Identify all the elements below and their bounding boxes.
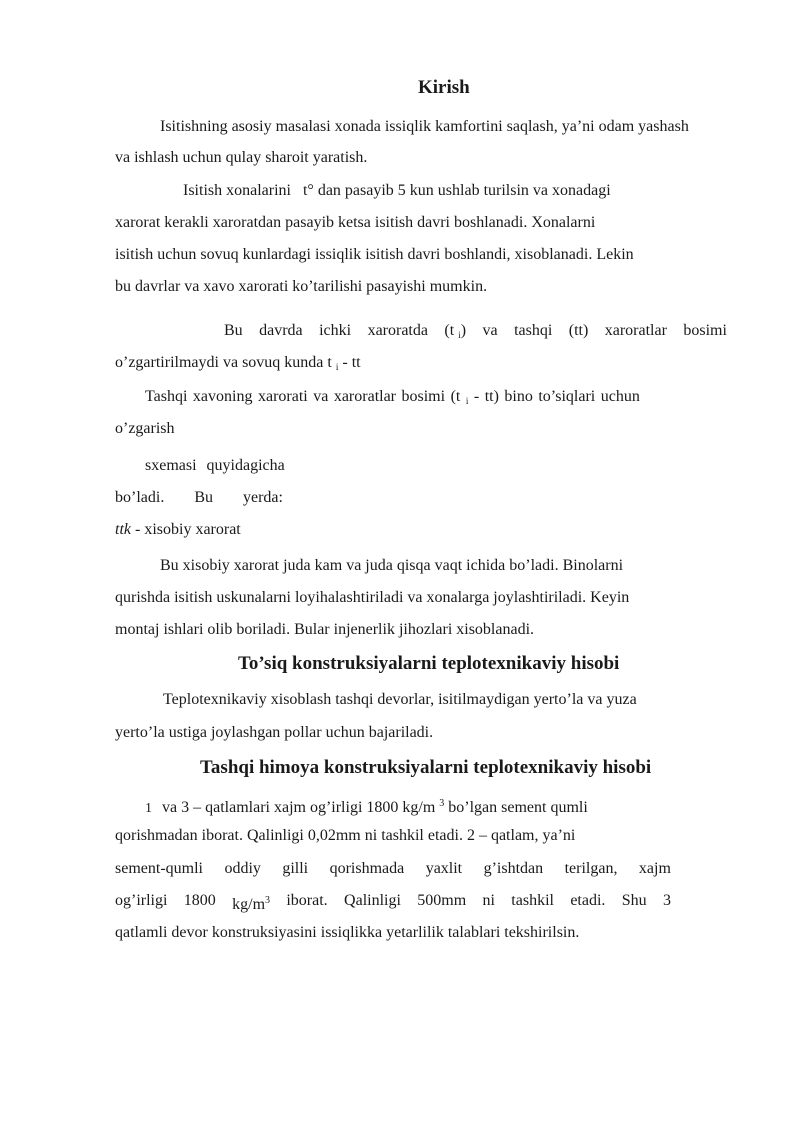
word: xaroratda [367,322,428,339]
word: Bu [224,322,243,339]
word: $kg/m^3$ [232,895,271,913]
word: etadi. [570,892,606,909]
section-heading-1: To’siq konstruksiyalarni teplotexnikaviy hisobi [238,653,620,674]
paragraph-7-line-2: yerto’la ustiga joylashgan pollar uchun bajariladi. [115,724,434,741]
paragraph-1-line-2: va ishlash uchun qulay sharoit yaratish. [115,149,368,166]
word: Qalinligi [344,892,401,909]
word: davrda [259,322,303,339]
word: xajm [638,860,671,877]
word: tashkil [511,892,554,909]
word: oddiy [224,860,261,877]
word: g’ishtdan [483,860,544,877]
paragraph-6-line-1: Bu xisobiy xarorat juda kam va juda qisqa vaqt ichida bo’ladi. Binolarni [160,557,624,574]
word: 500mm [417,892,467,909]
paragraph-6-line-2: qurishda isitish uskunalarni loyihalashtiriladi va xonalarga joylashtiriladi. Keyin [115,589,630,606]
paragraph-4-line-1: Tashqi xavoning xarorati va xaroratlar bosimi (t $_i$ - tt) bino to’siqlari uchun [145,388,640,406]
word: xaroratlar [604,322,667,339]
paragraph-7-line-1: Teplotexnikaviy xisoblash tashqi devorlar, isitilmaydigan yerto’la va yuza [163,691,637,708]
paragraph-4-line-2: o’zgarish [115,420,175,437]
word: va [482,322,498,339]
word: 3 [663,892,671,909]
paragraph-3-line-1 [224,321,727,345]
paragraph-8-line-1: 1 va 3 – qatlamlari xajm og’irligi 1800 kg/m $^3$ bo’lgan sement qumli [145,798,588,816]
heading-kirish: Kirish [418,77,470,98]
paragraph-8-line-3 [115,859,671,879]
word: sement-qumli [115,860,203,877]
word: qorishmada [329,860,405,877]
word: og’irligi [115,892,168,909]
section-heading-2: Tashqi himoya konstruksiyalarni teplotexnikaviy hisobi [200,757,652,778]
paragraph-1-line-1: Isitishning asosiy masalasi xonada issiqlik kamfortini saqlash, ya’ni odam yashash [160,118,689,135]
paragraph-5-line-1: sxemasi quyidagicha [145,457,285,474]
word: 1800 [183,892,216,909]
paragraph-8-line-5: qatlamli devor konstruksiyasini issiqlikka yetarlilik talablari tekshirilsin. [115,924,580,941]
paragraph-2-line-3: isitish uchun sovuq kunlardagi issiqlik isitish davri boshlandi, xisoblanadi. Lekin [115,246,634,263]
paragraph-2-line-1: Isitish xonalarini t° dan pasayib 5 kun ushlab turilsin va xonadagi [183,182,611,199]
word: yaxlit [425,860,463,877]
word: bosimi [683,322,727,339]
word: ni [482,892,495,909]
word: (t $_i$) [444,322,467,340]
paragraph-5-line-2: bo’ladi. Bu yerda: [115,489,283,506]
paragraph-6-line-3: montaj ishlari olib boriladi. Bular injenerlik jihozlari xisoblanadi. [115,621,535,638]
paragraph-2-line-2: xarorat kerakli xaroratdan pasayib ketsa isitish davri boshlanadi. Xonalarni [115,214,596,231]
paragraph-8-line-2: qorishmadan iborat. Qalinligi 0,02mm ni tashkil etadi. 2 – qatlam, ya’ni [115,827,576,844]
word: (tt) [568,322,589,339]
word: terilgan, [564,860,618,877]
paragraph-8-line-4 [115,891,671,915]
word: iborat. [286,892,328,909]
paragraph-2-line-4: bu davrlar va xavo xarorati ko’tarilishi pasayishi mumkin. [115,278,488,295]
word: gilli [282,860,309,877]
word: tashqi [514,322,553,339]
word: ichki [319,322,352,339]
paragraph-5-line-3: ttk - xisobiy xarorat [115,521,241,538]
word: Shu [621,892,647,909]
paragraph-3-line-2: o’zgartirilmaydi va sovuq kunda t $_i$ - tt [115,354,361,372]
